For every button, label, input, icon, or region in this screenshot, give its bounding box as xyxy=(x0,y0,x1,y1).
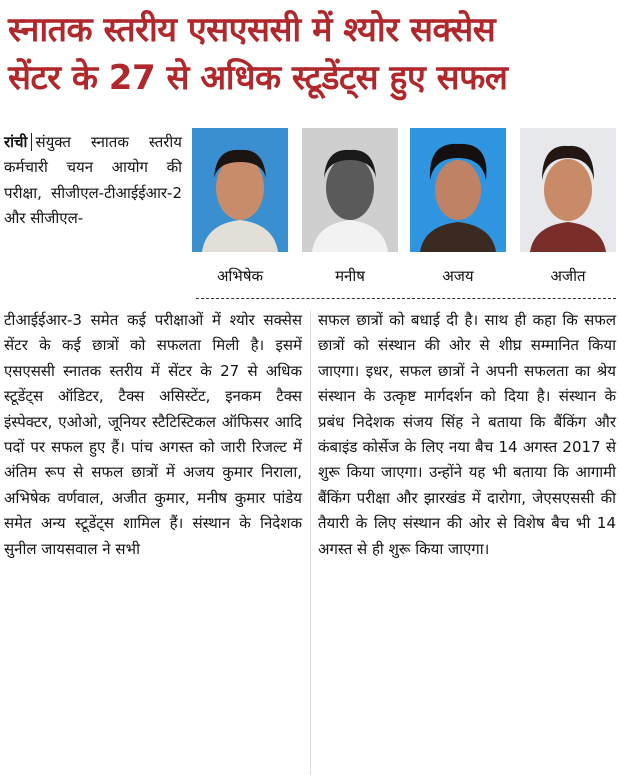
caption-ajay: अजय xyxy=(442,267,474,285)
student-photos xyxy=(192,128,616,298)
headline xyxy=(8,6,614,102)
portrait-image xyxy=(192,128,288,252)
column-divider xyxy=(310,310,311,775)
photo-ajay xyxy=(410,128,506,258)
right-column-text: सफल छात्रों को बधाई दी है। साथ ही कहा कि सफल छात्रों को संस्थान की ओर से शीघ्र सम्मानित किया जाएगा। इधर, सफल छात्रों ने अपनी सफलता का श्रेय संस्थान के उत्कृष्ट मार्गदर्शन को दिया है। संस्थान के प्रबंध निदेशक संजय सिंह ने बताया कि बैंकिंग और कंबाइंड कोर्सेज के लिए नया बैच 14 अगस्त 2017 से शुरू किया जाएगा। उन्होंने यह भी बताया कि आगामी बैंकिंग परीक्षा और झारखंड में दारोगा, जेएसएससी की तैयारी के लिए संस्थान की ओर से विशेष बैच भी 14 अगस्त से ही शुरू किया जाएगा। xyxy=(318,311,616,558)
portrait-image xyxy=(410,128,506,252)
caption-divider xyxy=(196,298,616,299)
dateline: रांची xyxy=(4,133,32,151)
caption-abhishek: अभिषेक xyxy=(216,267,264,285)
left-column-text: टीआईईआर-3 समेत कई परीक्षाओं में श्योर सक्सेस सेंटर के कई छात्रों को सफलता मिली है। इसमें एसएससी स्नातक स्तरीय में सेंटर के 27 से अधिक स्टूडेंट्स ऑडिटर, टैक्स असिस्टेंट, इनकम टैक्स इंस्पेक्टर, एओओ, जूनियर स्टैटिस्टिकल ऑफिसर आदि पदों पर सफल हुए हैं। पांच अगस्त को जारी रिजल्ट में अंतिम रूप से सफल छात्रों में अजय कुमार निराला, अभिषेक वर्णवाल, अजीत कुमार, मनीष कुमार पांडेय समेत अन्य स्टूडेंट्स शामिल हैं। संस्थान के निदेशक सुनील जायसवाल ने सभी xyxy=(4,311,302,558)
intro-text: संयुक्त स्नातक स्तरीय कर्मचारी चयन आयोग की परीक्षा, सीजीएल-टीआईईआर-2 और सीजीएल- xyxy=(4,133,182,228)
photo-abhishek xyxy=(192,128,288,258)
headline-line-1: स्नातक स्तरीय एसएससी में श्योर सक्सेस xyxy=(8,10,496,50)
headline-line-2: सेंटर के 27 से अधिक स्टूडेंट्स हुए सफल xyxy=(8,58,508,98)
intro-paragraph xyxy=(4,130,182,232)
portrait-image xyxy=(520,128,616,252)
caption-manish: मनीष xyxy=(335,267,365,285)
photo-manish xyxy=(302,128,398,258)
photo-ajeet xyxy=(520,128,616,258)
portrait-image xyxy=(302,128,398,252)
caption-ajeet: अजीत xyxy=(550,267,586,285)
